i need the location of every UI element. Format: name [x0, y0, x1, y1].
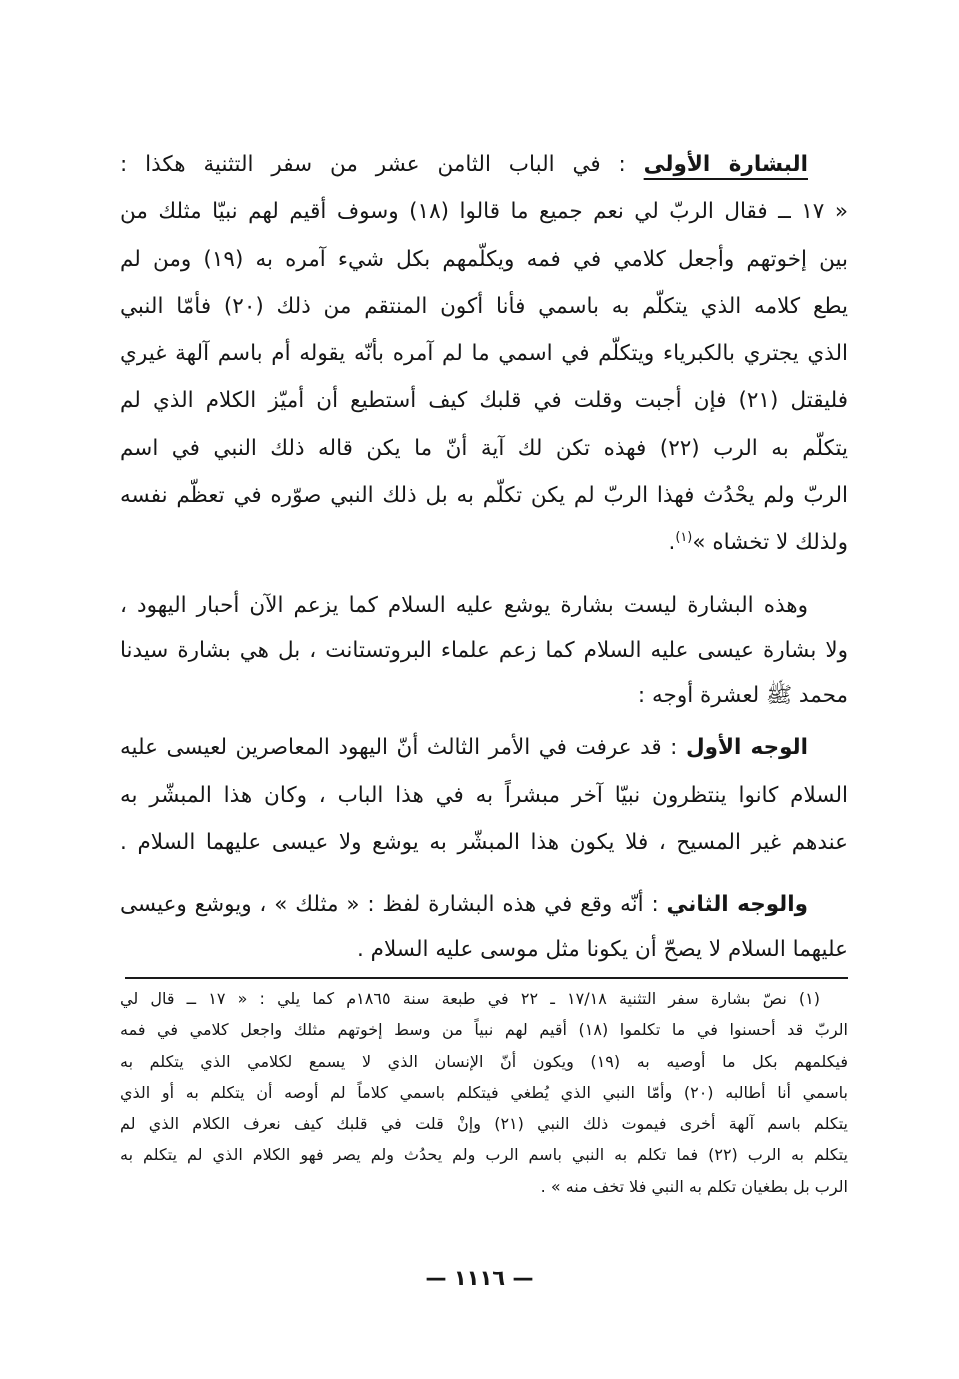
footnote-line: باسمي أنا أطالبه (٢٠) وأمّا النبي الذي يُطغي فيتكلم باسمي كلاماً لم أوصه أن يتكلم به أو الذي [120, 1082, 848, 1102]
footnote-line: يتكلم به الرب (٢٢) فما تكلم به النبي باسم الرب ولم يحدُث ولم يصر فهو الكلام الذي لم يتكلم به [120, 1145, 849, 1165]
text-line: عليهما السلام لا يصحّ أن يكونا مثل موسى عليه السلام . [356, 937, 848, 962]
paragraph-first-aspect [120, 724, 848, 867]
text-line: بين إخوتهم وأجعل كلامي في فمه ويكلّمهم بكل شيء آمره به (١٩) ومن لم [120, 246, 848, 272]
section-heading-first-aspect: الوجه الأول [685, 735, 808, 760]
text-line: محمد ﷺ لعشرة أوجه : [637, 683, 848, 708]
text-line: السلام كانوا ينتظرون نبيّا آخر مبشراً به في هذا الباب ، وكان هذا المبشّر به [120, 782, 848, 808]
text-line: يطع كلامه الذي يتكلّم به باسمي فأنا أكون المنتقم من ذلك (٢٠) فأمّا النبي [120, 293, 849, 319]
text-line: الذي يجتري بالكبرياء ويتكلّم في اسمي ما لم آمره بأنّه يقوله أم باسم آلهة غيري [120, 341, 848, 367]
text-fragment: : في الباب الثامن عشر من سفر التثنية هكذا : [120, 152, 644, 177]
footnote-line: فيكلمهم بكل ما أوصيه به (١٩) ويكون أنّ الإنسان الذي لا يسمع لكلامي الذي يتكلم به [120, 1051, 849, 1071]
paragraph-second-aspect [120, 882, 848, 972]
footnote-line: الربّ قد أحسنوا في ما تكلموا (١٨) أقيم لهم نبياً من وسط إخوتهم مثلك واجعل كلامي في فمه [120, 1020, 848, 1040]
text-line: يتكلّم به الرب (٢٢) فهذه تكن لك آية أنّ ما يكن قاله ذلك النبي في اسم [120, 435, 848, 461]
text-line: ولا بشارة عيسى عليه السلام كما زعم علماء البروتستانت ، بل هي بشارة سيدنا [120, 638, 848, 663]
text-line: الربّ ولم يحْدُث فهذا الربّ لم يكن تكلّم به بل ذلك النبي صوّره في تعظّم نفسه [120, 483, 848, 509]
footnote-divider [125, 977, 848, 979]
footnote-line: يتكلم باسم آلهة أخرى فيموت ذلك النبي (٢١) وإنْ قلت في قلبك كيف نعرف الكلام الذي لم [120, 1114, 848, 1134]
text-line: عندهم غير المسيح ، فلا يكون هذا المبشّر به يوشع ولا عيسى عليهما السلام . [120, 830, 848, 855]
page-number: — ١١١٦ — [425, 1266, 534, 1290]
text-line [120, 519, 848, 566]
footnote [120, 983, 848, 1202]
text-fragment: ولذلك لا تخشاه » [692, 530, 848, 556]
text-fragment: : أنّه وقع في هذه البشارة لفظ : « مثلك » ، ويوشع وعيسى [120, 892, 667, 917]
footnote-line: الرب بل بطغيان تكلم به النبي فلا تخف منه » . [540, 1176, 848, 1196]
footnote-line: (١) نصّ بشارة سفر التثنية ١٧/١٨ ـ ٢٢ في طبعة سنة ١٨٦٥م كما يلي : « ١٧ ــ قال لي [120, 989, 821, 1008]
text-line [120, 141, 848, 188]
paragraph-first-prophecy [120, 141, 848, 567]
section-heading-second-aspect: والوجه الثاني [666, 892, 808, 917]
section-heading-first-prophecy: البشارة الأولى [643, 152, 808, 177]
text-line: وهذه البشارة ليست بشارة يوشع عليه السلام كما يزعم الآن أحبار اليهود ، [120, 593, 808, 618]
text-fragment: : قد عرفت في الأمر الثالث أنّ اليهود المعاصرين لعيسى عليه [120, 735, 686, 760]
paragraph-commentary [120, 583, 848, 718]
text-line [120, 724, 848, 772]
text-line: « ١٧ ــ فقال الربّ لي نعم جميع ما قالوا (١٨) وسوف أقيم لهم نبيّا مثلك من [120, 199, 848, 225]
text-line [120, 882, 848, 927]
text-fragment: . [668, 530, 676, 556]
text-line: فليقتل (٢١) فإن أجبت وقلت في قلبك كيف أستطيع أن أميّز الكلام الذي لم [120, 388, 848, 414]
footnote-reference: (١) [675, 530, 693, 546]
